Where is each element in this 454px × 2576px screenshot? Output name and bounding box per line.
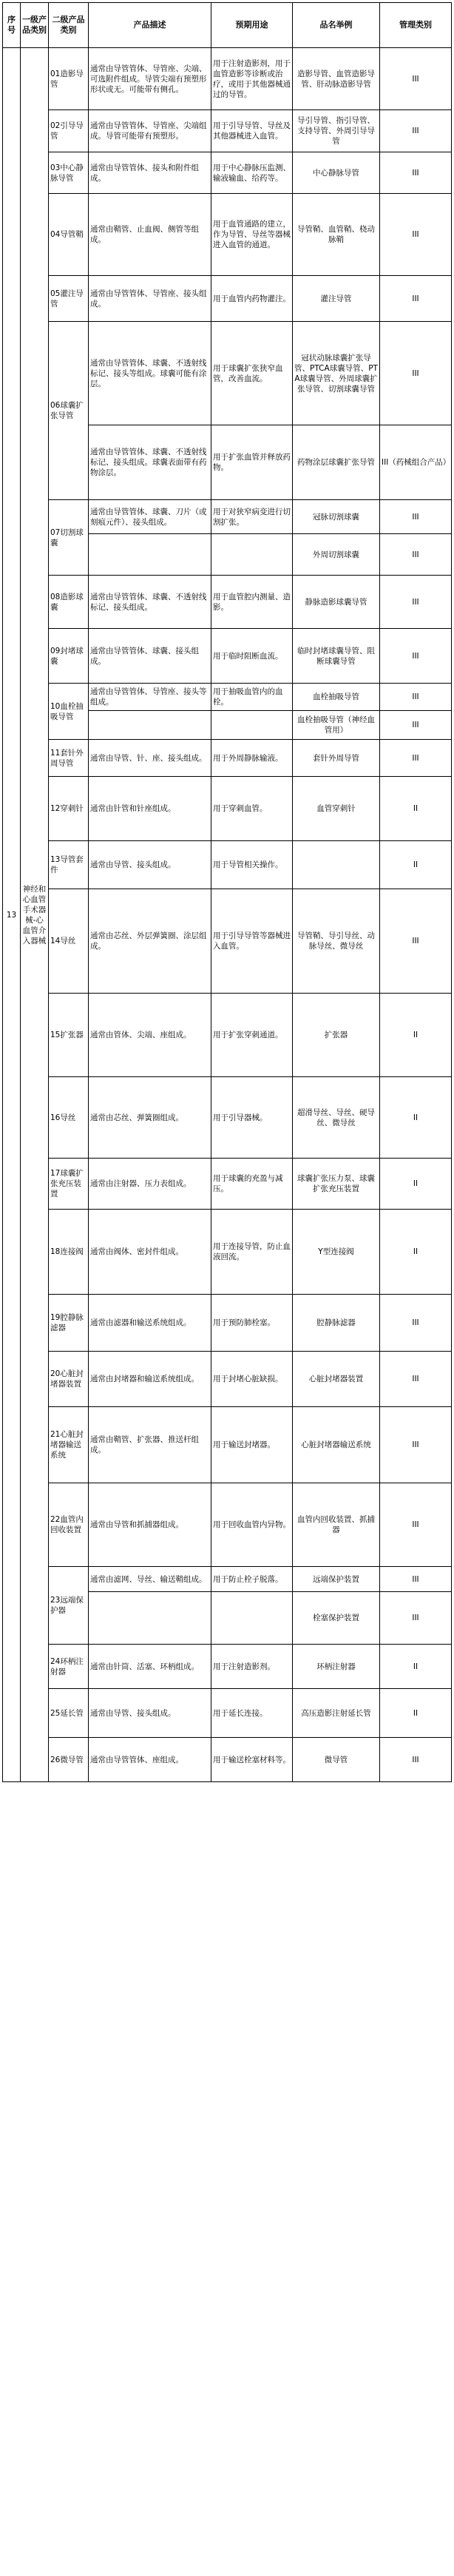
- header-use: 预期用途: [211, 3, 293, 48]
- table-row: [3, 1738, 452, 1782]
- examples-cell: 球囊扩张压力泵、球囊扩张充压装置: [293, 1159, 380, 1210]
- classification-table: [2, 2, 452, 1782]
- class-cell: III: [380, 152, 452, 194]
- examples-cell: 药物涂层球囊扩张导管: [293, 425, 380, 500]
- examples-cell: 远端保护装置: [293, 1567, 380, 1592]
- header-cat1: 一级产品类别: [21, 3, 49, 48]
- class-cell: III（药械组合产品）: [380, 425, 452, 500]
- examples-cell: 灌注导管: [293, 276, 380, 322]
- examples-cell: 导管鞘、血管鞘、桡动脉鞘: [293, 194, 380, 276]
- use-cell: 用于中心静脉压监测、输液输血、给药等。: [211, 152, 293, 194]
- class-cell: III: [380, 1352, 452, 1407]
- examples-cell: 导引导管、指引导管、支持导管、外周引导导管: [293, 110, 380, 152]
- desc-cell: 通常由鞘管、扩张器、推送杆组成。: [89, 1407, 211, 1483]
- table-row: [3, 777, 452, 841]
- category2-cell: 20心脏封堵器装置: [49, 1352, 89, 1407]
- desc-cell: 通常由针筒、活塞、环柄组成。: [89, 1645, 211, 1689]
- class-cell: II: [380, 1077, 452, 1159]
- examples-cell: 外周切割球囊: [293, 534, 380, 576]
- category2-cell: 07切割球囊: [49, 500, 89, 576]
- examples-cell: 血栓抽吸导管（神经血管用）: [293, 711, 380, 740]
- header-seq: 序号: [3, 3, 21, 48]
- use-cell: [211, 534, 293, 576]
- examples-cell: 导管鞘、导引导丝、动脉导丝、微导丝: [293, 889, 380, 994]
- use-cell: 用于抽吸血管内的血栓。: [211, 684, 293, 711]
- class-cell: II: [380, 841, 452, 889]
- category2-cell: 09封堵球囊: [49, 629, 89, 684]
- examples-cell: [293, 841, 380, 889]
- table-row: [3, 1077, 452, 1159]
- examples-cell: 中心静脉导管: [293, 152, 380, 194]
- table-row: [3, 994, 452, 1077]
- table-row: [3, 1567, 452, 1592]
- category2-cell: 01造影导管: [49, 48, 89, 110]
- category2-cell: 17球囊扩张充压装置: [49, 1159, 89, 1210]
- examples-cell: 静脉造影球囊导管: [293, 576, 380, 629]
- desc-cell: 通常由导管管体、球囊、不透射线标记、接头等组成。球囊可能有涂层。: [89, 322, 211, 425]
- header-class: 管理类别: [380, 3, 452, 48]
- class-cell: III: [380, 1295, 452, 1352]
- category2-cell: 13导管套件: [49, 841, 89, 889]
- examples-cell: 血管内回收装置、抓捕器: [293, 1483, 380, 1567]
- table-body: [3, 48, 452, 1782]
- desc-cell: 通常由导管、接头组成。: [89, 1689, 211, 1738]
- examples-cell: 血管穿刺针: [293, 777, 380, 841]
- use-cell: 用于注射造影剂，用于血管造影等诊断或治疗，或用于其他器械通过的导管。: [211, 48, 293, 110]
- class-cell: III: [380, 322, 452, 425]
- class-cell: III: [380, 276, 452, 322]
- class-cell: III: [380, 576, 452, 629]
- desc-cell: 通常由滤器和输送系统组成。: [89, 1295, 211, 1352]
- examples-cell: 腔静脉滤器: [293, 1295, 380, 1352]
- examples-cell: 临时封堵球囊导管、阻断球囊导管: [293, 629, 380, 684]
- class-cell: II: [380, 1159, 452, 1210]
- category2-cell: 11套针外周导管: [49, 740, 89, 777]
- table-row: [3, 1352, 452, 1407]
- examples-cell: 栓塞保护装置: [293, 1592, 380, 1645]
- class-cell: III: [380, 1483, 452, 1567]
- use-cell: 用于预防肺栓塞。: [211, 1295, 293, 1352]
- desc-cell: 通常由导管和抓捕器组成。: [89, 1483, 211, 1567]
- desc-cell: 通常由导管管体、球囊、不透射线标记、接头组成。球囊表面带有药物涂层。: [89, 425, 211, 500]
- use-cell: 用于引导导管、导丝及其他器械进入血管。: [211, 110, 293, 152]
- category2-cell: 10血栓抽吸导管: [49, 684, 89, 740]
- desc-cell: [89, 1592, 211, 1645]
- header-row: [3, 3, 452, 48]
- table-row: [3, 1159, 452, 1210]
- category2-cell: 15扩张器: [49, 994, 89, 1077]
- use-cell: 用于穿刺血管。: [211, 777, 293, 841]
- header-desc: 产品描述: [89, 3, 211, 48]
- use-cell: 用于注射造影剂。: [211, 1645, 293, 1689]
- desc-cell: 通常由导管管体、导管座、尖端、可选附件组成。导管尖端有预塑形形状或无。可能带有侧孔。: [89, 48, 211, 110]
- category2-cell: 22血管内回收装置: [49, 1483, 89, 1567]
- category2-cell: 08造影球囊: [49, 576, 89, 629]
- examples-cell: 微导管: [293, 1738, 380, 1782]
- table-row: [3, 1483, 452, 1567]
- category2-cell: 06球囊扩张导管: [49, 322, 89, 500]
- class-cell: III: [380, 740, 452, 777]
- use-cell: 用于防止栓子脱落。: [211, 1567, 293, 1592]
- category2-cell: 19腔静脉滤器: [49, 1295, 89, 1352]
- class-cell: II: [380, 994, 452, 1077]
- desc-cell: 通常由鞘管、止血阀、侧管等组成。: [89, 194, 211, 276]
- table-row: [3, 500, 452, 534]
- category2-cell: 25延长管: [49, 1689, 89, 1738]
- table-row: [3, 1210, 452, 1295]
- table-row: [3, 110, 452, 152]
- class-cell: III: [380, 1567, 452, 1592]
- desc-cell: 通常由导管、针、座、接头组成。: [89, 740, 211, 777]
- class-cell: III: [380, 889, 452, 994]
- use-cell: [211, 711, 293, 740]
- class-cell: II: [380, 1210, 452, 1295]
- desc-cell: 通常由导管管体、导管座、尖端组成。导管可能带有预塑形。: [89, 110, 211, 152]
- table-row: [3, 629, 452, 684]
- header-examples: 品名举例: [293, 3, 380, 48]
- examples-cell: 套针外周导管: [293, 740, 380, 777]
- use-cell: 用于输送封堵器。: [211, 1407, 293, 1483]
- category2-cell: 26微导管: [49, 1738, 89, 1782]
- category2-cell: 21心脏封堵器输送系统: [49, 1407, 89, 1483]
- use-cell: 用于输送栓塞材料等。: [211, 1738, 293, 1782]
- class-cell: II: [380, 1645, 452, 1689]
- use-cell: 用于球囊的充盈与减压。: [211, 1159, 293, 1210]
- examples-cell: 血栓抽吸导管: [293, 684, 380, 711]
- category2-cell: 16导丝: [49, 1077, 89, 1159]
- use-cell: 用于血管腔内测量、造影。: [211, 576, 293, 629]
- table-row: [3, 1295, 452, 1352]
- use-cell: 用于球囊扩张狭窄血管，改善血流。: [211, 322, 293, 425]
- category2-cell: 02引导导管: [49, 110, 89, 152]
- use-cell: 用于血管内药物灌注。: [211, 276, 293, 322]
- table-row: [3, 48, 452, 110]
- class-cell: II: [380, 777, 452, 841]
- class-cell: III: [380, 684, 452, 711]
- desc-cell: 通常由芯丝、外层弹簧圈、涂层组成。: [89, 889, 211, 994]
- category2-cell: 23远端保护器: [49, 1567, 89, 1645]
- table-row: [3, 1645, 452, 1689]
- class-cell: III: [380, 500, 452, 534]
- examples-cell: 超滑导丝、导丝、硬导丝、微导丝: [293, 1077, 380, 1159]
- table-row: [3, 1689, 452, 1738]
- desc-cell: 通常由阀体、密封件组成。: [89, 1210, 211, 1295]
- desc-cell: 通常由导管管体、球囊、不透射线标记、接头组成。: [89, 576, 211, 629]
- use-cell: 用于对狭窄病变进行切割扩张。: [211, 500, 293, 534]
- desc-cell: 通常由滤网、导丝、输送鞘组成。: [89, 1567, 211, 1592]
- header-cat2: 二级产品类别: [49, 3, 89, 48]
- category2-cell: 04导管鞘: [49, 194, 89, 276]
- table-row: [3, 889, 452, 994]
- class-cell: III: [380, 711, 452, 740]
- category2-cell: 03中心静脉导管: [49, 152, 89, 194]
- desc-cell: 通常由导管管体、导管座、接头组成。: [89, 276, 211, 322]
- category2-cell: 14导丝: [49, 889, 89, 994]
- examples-cell: 心脏封堵器装置: [293, 1352, 380, 1407]
- examples-cell: 冠脉切割球囊: [293, 500, 380, 534]
- category1-cell: 神经和心血管手术器械-心血管介入器械: [21, 48, 49, 1782]
- desc-cell: 通常由注射器、压力表组成。: [89, 1159, 211, 1210]
- class-cell: III: [380, 629, 452, 684]
- examples-cell: 环柄注射器: [293, 1645, 380, 1689]
- table-row: [3, 1407, 452, 1483]
- table-row: [3, 684, 452, 711]
- use-cell: 用于导管相关操作。: [211, 841, 293, 889]
- table-row: [3, 276, 452, 322]
- desc-cell: 通常由管体、尖端、座组成。: [89, 994, 211, 1077]
- examples-cell: 造影导管、血管造影导管、肝动脉造影导管: [293, 48, 380, 110]
- use-cell: 用于扩张穿刺通道。: [211, 994, 293, 1077]
- class-cell: II: [380, 1689, 452, 1738]
- table-row: [3, 322, 452, 425]
- use-cell: 用于回收血管内异物。: [211, 1483, 293, 1567]
- use-cell: 用于延长连接。: [211, 1689, 293, 1738]
- use-cell: 用于引导导管等器械进入血管。: [211, 889, 293, 994]
- table-row: [3, 194, 452, 276]
- use-cell: 用于血管通路的建立，作为导管、导丝等器械进入血管的通道。: [211, 194, 293, 276]
- category2-cell: 05灌注导管: [49, 276, 89, 322]
- class-cell: III: [380, 110, 452, 152]
- examples-cell: 冠状动脉球囊扩张导管、PTCA球囊导管、PTA球囊导管、外周球囊扩张导管、切割球囊导管: [293, 322, 380, 425]
- desc-cell: 通常由导管管体、球囊、接头组成。: [89, 629, 211, 684]
- desc-cell: 通常由导管管体、导管座、接头等组成。: [89, 684, 211, 711]
- use-cell: 用于扩张血管并释放药物。: [211, 425, 293, 500]
- class-cell: III: [380, 534, 452, 576]
- desc-cell: 通常由针管和针座组成。: [89, 777, 211, 841]
- desc-cell: 通常由导管管体、接头和附件组成。: [89, 152, 211, 194]
- examples-cell: 扩张器: [293, 994, 380, 1077]
- table-row: [3, 740, 452, 777]
- seq-cell: 13: [3, 48, 21, 1782]
- desc-cell: 通常由导管管体、球囊、刀片（或刻痕元件）、接头组成。: [89, 500, 211, 534]
- examples-cell: 心脏封堵器输送系统: [293, 1407, 380, 1483]
- use-cell: 用于引导器械。: [211, 1077, 293, 1159]
- class-cell: III: [380, 1407, 452, 1483]
- desc-cell: [89, 534, 211, 576]
- table-row: [3, 841, 452, 889]
- class-cell: III: [380, 48, 452, 110]
- use-cell: 用于外周静脉输液。: [211, 740, 293, 777]
- category2-cell: 24环柄注射器: [49, 1645, 89, 1689]
- table-row: [3, 152, 452, 194]
- examples-cell: 高压造影注射延长管: [293, 1689, 380, 1738]
- desc-cell: 通常由导管管体、座组成。: [89, 1738, 211, 1782]
- class-cell: III: [380, 1592, 452, 1645]
- use-cell: 用于封堵心脏缺损。: [211, 1352, 293, 1407]
- examples-cell: Y型连接阀: [293, 1210, 380, 1295]
- desc-cell: 通常由芯丝、弹簧圈组成。: [89, 1077, 211, 1159]
- desc-cell: 通常由导管、接头组成。: [89, 841, 211, 889]
- desc-cell: [89, 711, 211, 740]
- class-cell: III: [380, 194, 452, 276]
- class-cell: III: [380, 1738, 452, 1782]
- use-cell: [211, 1592, 293, 1645]
- category2-cell: 18连接阀: [49, 1210, 89, 1295]
- use-cell: 用于连接导管，防止血液回流。: [211, 1210, 293, 1295]
- category2-cell: 12穿刺针: [49, 777, 89, 841]
- table-row: [3, 576, 452, 629]
- use-cell: 用于临时阻断血流。: [211, 629, 293, 684]
- desc-cell: 通常由封堵器和输送系统组成。: [89, 1352, 211, 1407]
